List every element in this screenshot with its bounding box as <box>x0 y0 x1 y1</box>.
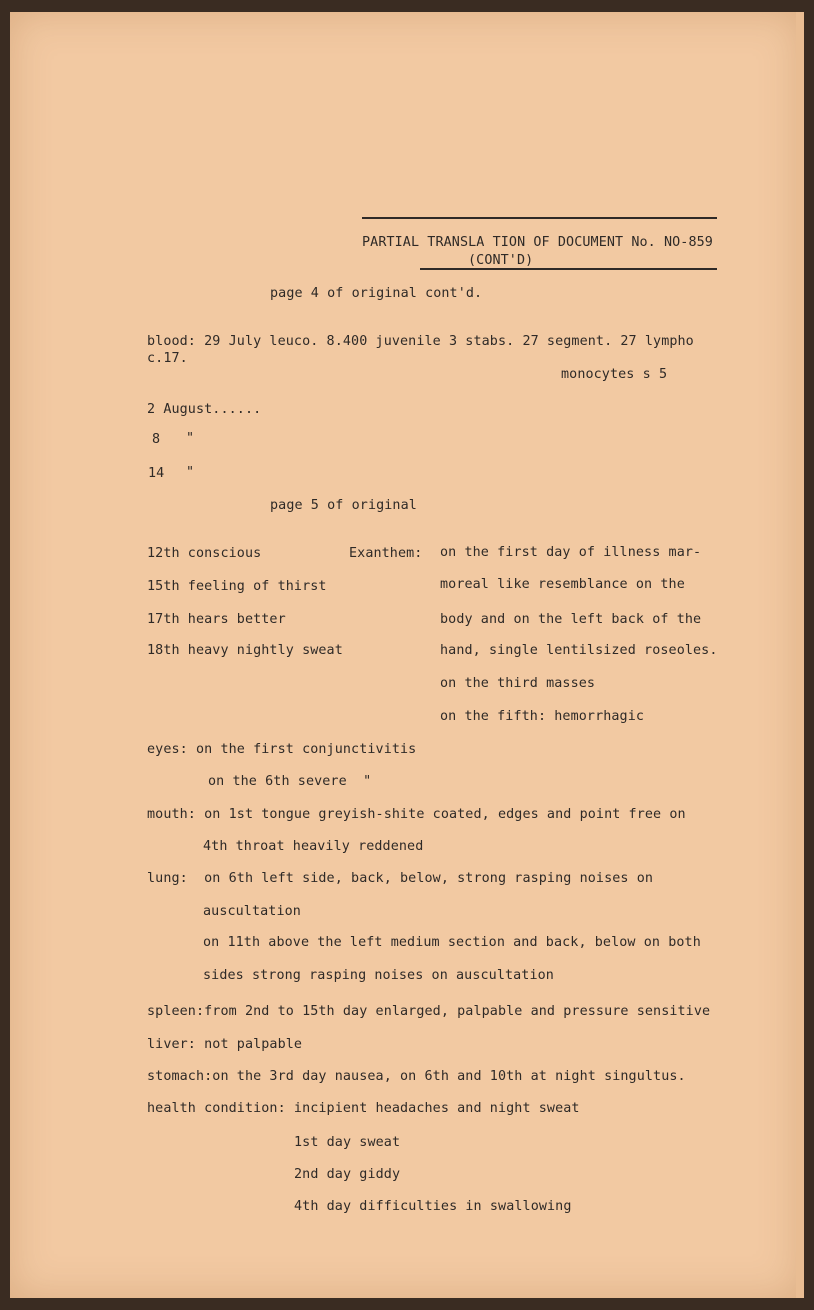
course-item: 15th feeling of thirst <box>147 579 327 594</box>
spleen-line: spleen:from 2nd to 15th day enlarged, palpable and pressure sensitive <box>147 1004 711 1019</box>
document-subtitle: (CONT'D) <box>468 253 534 268</box>
blood-aug2: 2 August...... <box>147 402 262 417</box>
exanthem-line: on the fifth: hemorrhagic <box>440 709 645 724</box>
course-item: 18th heavy nightly sweat <box>147 643 343 658</box>
exanthem-line: body and on the left back of the <box>440 612 702 627</box>
page5-heading: page 5 of original <box>270 498 417 513</box>
eyes-line-2: on the 6th severe " <box>208 774 372 789</box>
health-day-1: 1st day sweat <box>294 1135 401 1150</box>
blood-aug14-ditto: " <box>186 465 195 480</box>
mouth-line-1: mouth: on 1st tongue greyish-shite coated, edges and point free on <box>147 807 686 822</box>
page4-heading: page 4 of original cont'd. <box>270 286 483 301</box>
header-rule-bottom <box>420 268 717 270</box>
lung-line-3: on 11th above the left medium section and back, below on both <box>203 935 701 950</box>
exanthem-line: moreal like resemblance on the <box>440 577 685 592</box>
eyes-line-1: eyes: on the first conjunctivitis <box>147 742 417 757</box>
lung-line-4: sides strong rasping noises on auscultation <box>203 968 554 983</box>
course-item: 17th hears better <box>147 612 286 627</box>
blood-line-2: c.17. <box>147 351 188 366</box>
exanthem-line: on the first day of illness mar- <box>440 545 702 560</box>
mouth-line-2: 4th throat heavily reddened <box>203 839 424 854</box>
health-day-4: 4th day difficulties in swallowing <box>294 1199 572 1214</box>
page-edge <box>796 12 804 1298</box>
exanthem-line: on the third masses <box>440 676 596 691</box>
blood-aug14-day: 14 <box>148 466 165 481</box>
stomach-line: stomach:on the 3rd day nausea, on 6th and 10th at night singultus. <box>147 1069 686 1084</box>
health-day-2: 2nd day giddy <box>294 1167 401 1182</box>
liver-line: liver: not palpable <box>147 1037 303 1052</box>
blood-line-1: blood: 29 July leuco. 8.400 juvenile 3 stabs. 27 segment. 27 lympho <box>147 334 694 349</box>
document-title: PARTIAL TRANSLA TION OF DOCUMENT No. NO-859 <box>362 235 713 250</box>
health-line: health condition: incipient headaches and night sweat <box>147 1101 580 1116</box>
blood-aug8-day: 8 <box>152 432 161 447</box>
course-item: 12th conscious <box>147 546 262 561</box>
exanthem-label: Exanthem: <box>349 546 423 561</box>
blood-monocytes: monocytes s 5 <box>561 367 668 382</box>
header-rule-top <box>362 217 717 219</box>
lung-line-1: lung: on 6th left side, back, below, strong rasping noises on <box>147 871 654 886</box>
exanthem-line: hand, single lentilsized roseoles. <box>440 643 718 658</box>
blood-aug8-ditto: " <box>186 431 195 446</box>
lung-line-2: auscultation <box>203 904 301 919</box>
